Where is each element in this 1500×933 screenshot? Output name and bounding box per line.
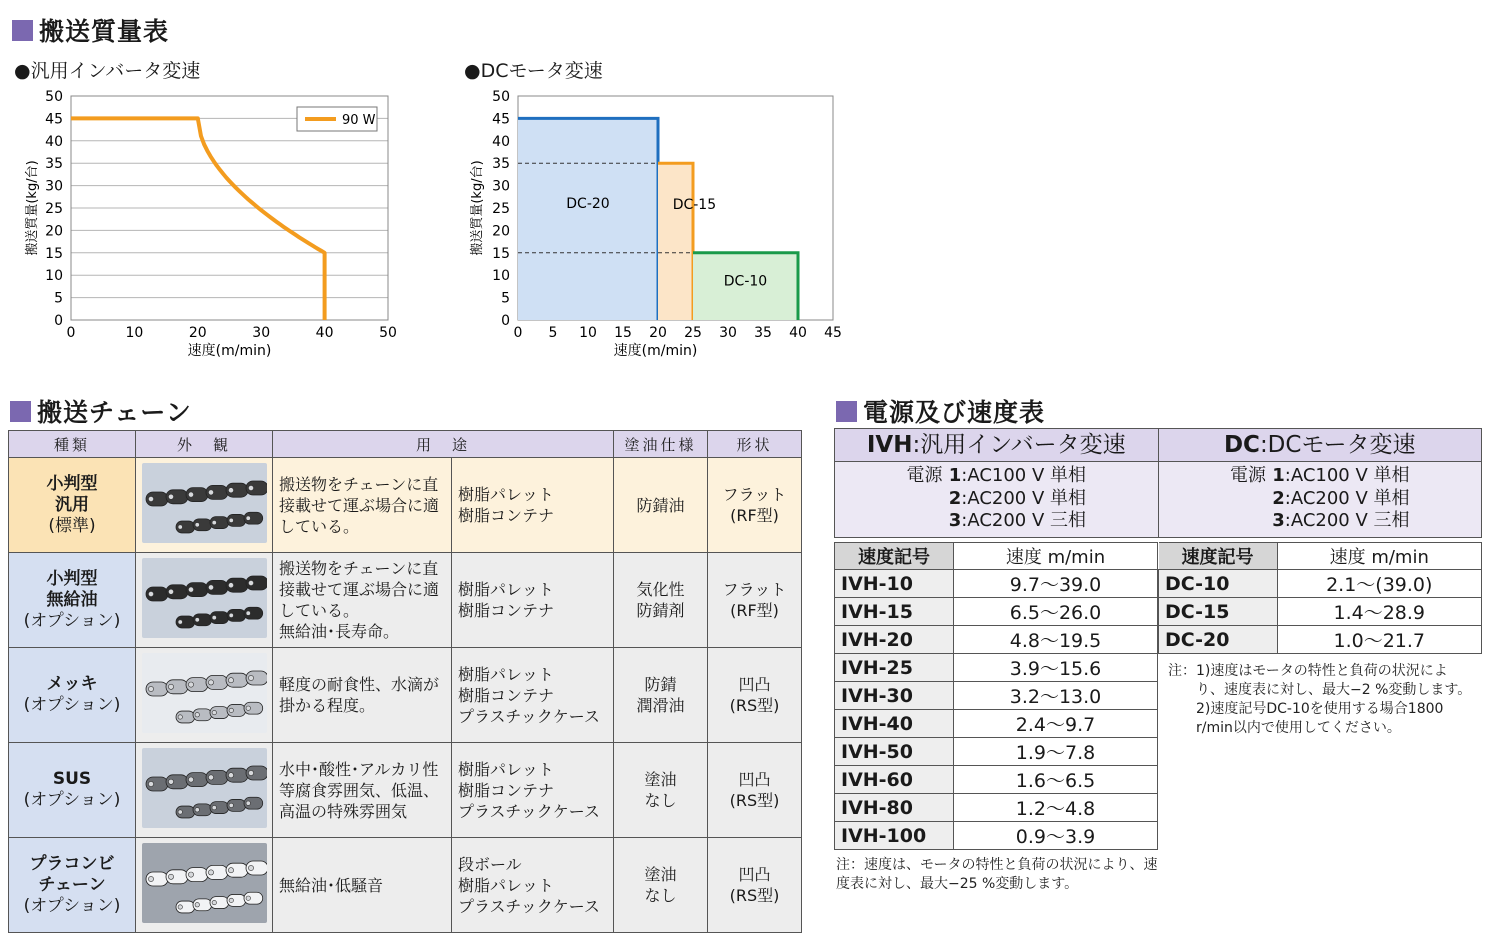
chain-pin [148,686,153,691]
chain-shape-cell: 凹凸 (RS型) [708,648,802,743]
area-label-dc-20: DC-20 [566,196,610,212]
chain-oil-cell: 防錆油 [614,458,708,553]
area-label-dc-15: DC-15 [672,196,717,213]
chain-table-header [9,431,802,458]
speed-row [835,794,1158,822]
chain-pin [148,496,153,501]
chain-pin [229,708,233,712]
power-line [835,488,1158,511]
chain-table [8,430,802,933]
chain-oil-cell: 気化性 防錆剤 [614,553,708,648]
dc-power [1159,462,1483,538]
chain-target-cell: 樹脂パレット 樹脂コンテナ プラスチックケース [452,648,614,743]
y-tick-label: 5 [54,290,63,307]
ivh-col-code: 速度記号 [835,543,954,570]
chain-image-cell [136,648,273,743]
chain-pin [208,584,213,589]
chain-pin [195,522,199,526]
speed-code: IVH-25 [835,654,954,682]
section-marker-icon [836,401,857,422]
chain-pin [246,515,250,519]
y-tick-label: 25 [492,201,510,217]
y-tick-label: 0 [501,313,510,329]
section-title-speed: 電源及び速度表 [836,393,1045,429]
y-tick-label: 10 [492,268,510,285]
chain-pin [188,587,193,592]
x-tick-label: 30 [252,325,271,341]
chain-pin [208,489,213,494]
ivh-power [834,462,1159,538]
chain-pin [168,589,173,594]
power-label: 電源 [1229,465,1266,486]
speed-row [835,598,1158,626]
chart-title-dc: ●DCモータ変速 [464,60,603,82]
chain-use-cell: 搬送物をチェーンに直接載せて運ぶ場合に適している。 [273,458,452,553]
chain-shape-cell: フラット (RF型) [708,458,802,553]
dc-note-item: 2)速度記号DC-10を使用する場合1800 r/min以内で使用してください。 [1196,701,1444,736]
speed-row [835,766,1158,794]
chain-pin [246,800,250,804]
chain-pin [208,774,213,779]
chart-inverter [0,80,420,370]
chain-pin [178,619,182,623]
chain-photo-icon [142,748,267,828]
power-row [834,462,1482,538]
x-tick-label: 40 [789,325,807,341]
ivh-note: 注：速度は、モータの特性と負荷の状況により、速度表に対し、最大−25 %変動します。 [836,857,1158,892]
x-tick-label: 10 [579,325,597,341]
chain-photo-icon [142,843,267,923]
chain-use-cell: 無給油･低騒音 [273,838,452,933]
col-appearance: 外 観 [136,431,273,458]
speed-value: 6.5〜26.0 [954,598,1158,626]
speed-code: IVH-40 [835,710,954,738]
power-code: 1 [1265,465,1285,486]
y-tick-label: 25 [45,201,63,217]
y-tick-label: 15 [45,245,63,262]
chain-photo-icon [142,653,267,733]
chain-oil-cell: 塗油 なし [614,838,708,933]
chain-image-cell [136,553,273,648]
power-text: :AC100 V 単相 [961,465,1087,486]
chain-pin [178,714,182,718]
power-text: :AC100 V 単相 [1284,465,1410,486]
power-line [1159,488,1482,511]
chain-pin [228,867,233,872]
y-tick-label: 15 [492,245,510,262]
chain-pin [212,520,216,524]
chain-row [9,553,802,648]
chain-pin [148,781,153,786]
dc-column [1158,542,1482,738]
speed-code: DC-20 [1159,626,1278,654]
chain-image-cell [136,743,273,838]
chain-type-cell: 小判型 無給油 (オプション) [9,553,136,648]
speed-row [835,738,1158,766]
section-marker-icon [12,20,33,41]
chain-type-cell: SUS (オプション) [9,743,136,838]
power-text: :AC200 V 単相 [961,487,1087,509]
dc-col-code: 速度記号 [1159,543,1278,570]
speed-code: IVH-80 [835,794,954,822]
chain-pin [208,869,213,874]
chain-pin [195,902,199,906]
speed-value: 9.7〜39.0 [954,570,1158,598]
chain-pin [178,524,182,528]
chain-pin [208,679,213,684]
speed-value: 3.2〜13.0 [954,682,1158,710]
dc-note-item: 1)速度はモータの特性と負荷の状況により、速度表に対し、最大−2 %変動します。 [1196,663,1472,698]
chain-type-cell: プラコンビ チェーン (オプション) [9,838,136,933]
dc-speed-table [1158,542,1482,654]
speed-row [1159,598,1482,626]
chain-pin [228,582,233,587]
chain-use-cell: 軽度の耐食性、水滴が掛かる程度。 [273,648,452,743]
x-tick-label: 20 [649,325,667,341]
chain-pin [229,613,233,617]
ivh-title: IVH:汎用インバータ変速 [834,428,1159,462]
chain-pin [212,900,216,904]
chain-pin [228,772,233,777]
power-line [835,510,1158,533]
speed-value: 1.2〜4.8 [954,794,1158,822]
y-tick-label: 45 [45,111,63,128]
x-tick-label: 35 [754,325,772,341]
dc-note-prefix: 注： [1168,663,1196,679]
speed-code: IVH-50 [835,738,954,766]
y-tick-label: 50 [45,89,63,105]
chain-shape-cell: 凹凸 (RS型) [708,838,802,933]
x-tick-label: 15 [614,325,632,341]
chain-oil-cell: 塗油 なし [614,743,708,838]
chain-pin [248,485,253,490]
x-axis-label: 速度(m/min) [613,343,698,359]
power-code: 3 [1265,510,1285,531]
chain-pin [188,682,193,687]
power-label: 電源 [906,465,943,486]
chain-pin [228,487,233,492]
power-text: :AC200 V 単相 [1284,487,1410,509]
chain-image-cell [136,458,273,553]
x-tick-label: 5 [548,325,558,341]
chain-pin [246,895,250,899]
dc-col-val: 速度 m/min [1277,543,1482,570]
power-text: :AC200 V 三相 [961,510,1087,531]
power-line [835,465,1158,488]
x-axis-label: 速度(m/min) [187,343,272,359]
chain-target-cell: 樹脂パレット 樹脂コンテナ プラスチックケース [452,743,614,838]
area-dc-20 [518,118,658,320]
y-tick-label: 40 [492,133,510,150]
chain-pin [168,494,173,499]
dc-title: DC:DCモータ変速 [1159,428,1483,462]
speed-code: DC-15 [1159,598,1278,626]
speed-row [835,654,1158,682]
chain-pin [248,770,253,775]
y-tick-label: 50 [492,89,510,105]
chain-target-cell: 樹脂パレット 樹脂コンテナ [452,553,614,648]
chain-pin [168,874,173,879]
chain-pin [168,779,173,784]
chain-shape-cell: フラット (RF型) [708,553,802,648]
chain-pin [246,705,250,709]
dc-notes [1158,662,1482,738]
chain-pin [188,777,193,782]
chain-shape-cell: 凹凸 (RS型) [708,743,802,838]
x-tick-label: 50 [379,325,397,341]
speed-table-block [834,428,1482,894]
power-text: :AC200 V 三相 [1284,510,1410,531]
speed-row [1159,626,1482,654]
col-use: 用 途 [273,431,614,458]
power-code: 2 [942,487,962,509]
x-tick-label: 30 [719,325,737,341]
chain-photo-icon [142,463,267,543]
section-marker-icon [10,401,31,422]
col-oil: 塗油仕様 [614,431,708,458]
chain-pin [248,865,253,870]
speed-code: IVH-30 [835,682,954,710]
chain-use-cell: 水中･酸性･アルカリ性等腐食雰囲気、低温、高温の特殊雰囲気 [273,743,452,838]
chart-dc [445,80,865,370]
area-dc-15 [658,163,693,320]
area-label-dc-10: DC-10 [723,273,768,290]
y-tick-label: 30 [45,178,63,195]
y-tick-label: 10 [45,268,63,285]
speed-value: 3.9〜15.6 [954,654,1158,682]
chain-pin [229,518,233,522]
chain-pin [212,710,216,714]
y-tick-label: 35 [492,156,510,173]
y-tick-label: 35 [45,156,63,173]
x-tick-label: 45 [824,325,842,341]
chain-pin [212,805,216,809]
chain-pin [178,809,182,813]
chain-row [9,838,802,933]
y-tick-label: 40 [45,133,63,150]
power-line [1159,510,1482,533]
ivh-col-val: 速度 m/min [954,543,1158,570]
chain-row [9,743,802,838]
chain-target-cell: 樹脂パレット 樹脂コンテナ [452,458,614,553]
y-tick-label: 0 [54,313,63,329]
speed-value: 0.9〜3.9 [954,822,1158,850]
chain-pin [248,580,253,585]
chain-pin [195,712,199,716]
chain-pin [229,898,233,902]
chain-pin [229,803,233,807]
chain-photo-icon [142,558,267,638]
speed-code: DC-10 [1159,570,1278,598]
col-type: 種類 [9,431,136,458]
ivh-speed-table [834,542,1158,850]
x-tick-label: 25 [684,325,702,341]
chain-type-cell: 小判型 汎用 (標準) [9,458,136,553]
chain-pin [148,876,153,881]
section-title-chain: 搬送チェーン [10,393,192,429]
speed-value: 1.6〜6.5 [954,766,1158,794]
y-axis-label: 搬送質量(kg/台) [470,160,485,256]
y-tick-label: 45 [492,111,510,128]
chain-pin [248,675,253,680]
chain-image-cell [136,838,273,933]
chain-pin [168,684,173,689]
chain-use-cell: 搬送物をチェーンに直接載せて運ぶ場合に適している。 無給油･長寿命。 [273,553,452,648]
speed-value: 4.8〜19.5 [954,626,1158,654]
chain-pin [188,492,193,497]
speed-code: IVH-60 [835,766,954,794]
speed-value: 1.9〜7.8 [954,738,1158,766]
chain-pin [195,807,199,811]
speed-row [835,626,1158,654]
ivh-column [834,542,1158,894]
speed-value: 1.4〜28.9 [1277,598,1482,626]
chain-type-cell: メッキ (オプション) [9,648,136,743]
chain-pin [246,610,250,614]
power-code: 2 [1265,487,1285,509]
speed-value: 2.1〜(39.0) [1277,570,1482,598]
y-tick-label: 20 [45,223,63,240]
chain-oil-cell: 防錆 潤滑油 [614,648,708,743]
legend-label: 90 W [342,113,376,128]
chart-title-inverter: ●汎用インバータ変速 [14,60,201,82]
section-title-mass: 搬送質量表 [12,12,169,48]
speed-table-header [834,428,1482,462]
speed-row [1159,570,1482,598]
speed-code: IVH-10 [835,570,954,598]
x-tick-label: 10 [125,325,144,341]
chain-pin [228,677,233,682]
power-code: 3 [942,510,962,531]
chain-row [9,648,802,743]
power-line [1159,465,1482,488]
chain-row [9,458,802,553]
speed-row [835,710,1158,738]
speed-value: 2.4〜9.7 [954,710,1158,738]
speed-row [835,822,1158,850]
x-tick-label: 20 [188,325,207,341]
chain-pin [188,872,193,877]
y-tick-label: 5 [501,290,510,307]
speed-row [835,682,1158,710]
series-line-90w [71,118,325,320]
x-tick-label: 40 [315,325,334,341]
y-tick-label: 30 [492,178,510,195]
chain-target-cell: 段ボール 樹脂パレット プラスチックケース [452,838,614,933]
chain-pin [195,617,199,621]
x-tick-label: 0 [66,325,76,341]
chain-pin [148,591,153,596]
y-tick-label: 20 [492,223,510,240]
speed-row [835,570,1158,598]
speed-code: IVH-15 [835,598,954,626]
speed-code: IVH-20 [835,626,954,654]
col-shape: 形状 [708,431,802,458]
power-code: 1 [942,465,962,486]
y-axis-label: 搬送質量(kg/台) [25,160,40,256]
x-tick-label: 0 [513,325,523,341]
legend [297,107,377,131]
speed-code: IVH-100 [835,822,954,850]
chain-pin [178,904,182,908]
chain-pin [212,615,216,619]
speed-value: 1.0〜21.7 [1277,626,1482,654]
